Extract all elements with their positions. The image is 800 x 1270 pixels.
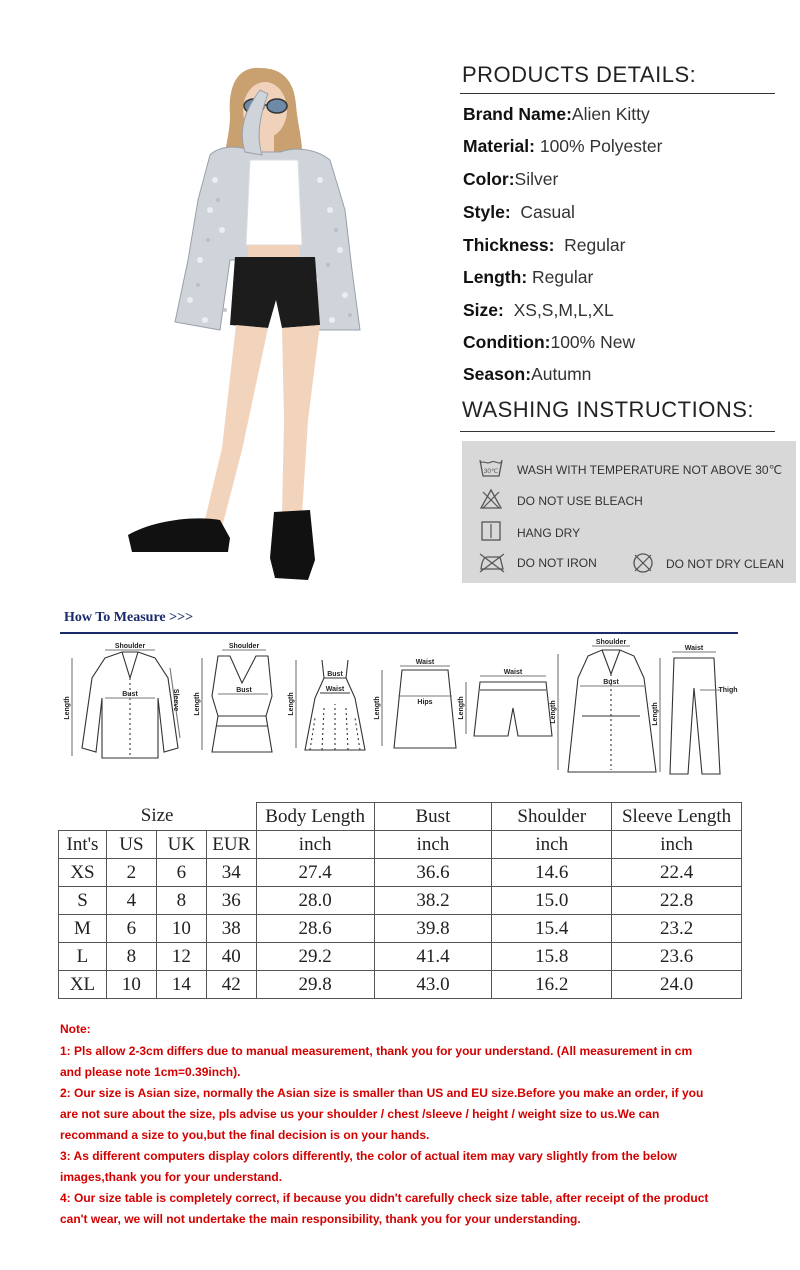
- table-cell: 12: [156, 943, 206, 971]
- table-cell: 4: [106, 887, 156, 915]
- length-label: Length: [550, 700, 557, 724]
- no-dry-clean-icon: [632, 552, 654, 574]
- detail-key: Condition:: [463, 332, 551, 352]
- table-cell: 34: [206, 859, 256, 887]
- model-photo: [70, 60, 420, 590]
- length-label: Length: [374, 696, 381, 720]
- detail-value: Casual: [520, 202, 575, 222]
- vest-diagram: [202, 650, 272, 752]
- subheader-cell: inch: [256, 831, 374, 859]
- length-label: Length: [652, 702, 659, 726]
- note-line: 2: Our size is Asian size, normally the Asian size is smaller than US and EU size.Before you make an order, if you: [60, 1086, 704, 1100]
- table-cell: XL: [59, 971, 107, 999]
- table-cell: 14.6: [492, 859, 612, 887]
- shoulder-label: Shoulder: [114, 643, 146, 650]
- product-details-title: PRODUCTS DETAILS:: [462, 62, 697, 87]
- column-header: Sleeve Length: [612, 803, 742, 831]
- table-header-row: [59, 803, 742, 831]
- detail-length: [463, 267, 593, 288]
- bust-label: Bust: [603, 679, 619, 686]
- table-cell: 15.8: [492, 943, 612, 971]
- detail-key: Thickness:: [463, 235, 555, 255]
- blouse-diagram: [72, 650, 180, 758]
- how-to-measure-title: How To Measure >>>: [64, 610, 194, 625]
- table-cell: 8: [156, 887, 206, 915]
- detail-material: [463, 136, 662, 157]
- no-iron-icon: [478, 551, 506, 573]
- subheader-cell: EUR: [206, 831, 256, 859]
- shoulder-label: Shoulder: [595, 639, 627, 646]
- table-cell: 10: [156, 915, 206, 943]
- table-cell: 41.4: [374, 943, 492, 971]
- length-label: Length: [194, 692, 201, 716]
- table-cell: 15.4: [492, 915, 612, 943]
- detail-brand: [463, 104, 650, 125]
- table-cell: 23.6: [612, 943, 742, 971]
- table-cell: 14: [156, 971, 206, 999]
- note-line: 3: As different computers display colors differently, the color of actual item may vary slightly from the below: [60, 1149, 677, 1163]
- subheader-cell: US: [106, 831, 156, 859]
- hang-dry-icon: [480, 520, 502, 542]
- shoulder-label: Shoulder: [228, 643, 260, 650]
- table-cell: 38: [206, 915, 256, 943]
- column-header: Bust: [374, 803, 492, 831]
- sleeve-label: Sleeve: [172, 688, 179, 712]
- divider: [460, 93, 775, 94]
- table-cell: 24.0: [612, 971, 742, 999]
- table-cell: 22.4: [612, 859, 742, 887]
- wash-temperature-icon: [478, 457, 504, 479]
- detail-key: Size:: [463, 300, 504, 320]
- pants-diagram: [660, 652, 720, 774]
- note-line: and please note 1cm=0.39inch).: [60, 1065, 241, 1079]
- detail-condition: [463, 332, 635, 353]
- no-bleach-label: DO NOT USE BLEACH: [517, 494, 643, 508]
- wash-label: WASH WITH TEMPERATURE NOT ABOVE 30℃: [517, 463, 783, 477]
- table-cell: 6: [106, 915, 156, 943]
- detail-thickness: [463, 235, 625, 256]
- table-cell: 8: [106, 943, 156, 971]
- wash-temperature-label: 30℃: [483, 468, 499, 475]
- divider: [460, 431, 775, 432]
- detail-color: [463, 169, 558, 190]
- table-row: [59, 915, 742, 943]
- washing-instructions-title: WASHING INSTRUCTIONS:: [462, 397, 755, 422]
- table-cell: L: [59, 943, 107, 971]
- detail-value: Regular: [532, 267, 594, 287]
- detail-season: [463, 364, 591, 385]
- detail-key: Material:: [463, 136, 535, 156]
- hang-dry-label: HANG DRY: [517, 526, 581, 540]
- length-label: Length: [458, 696, 465, 720]
- table-cell: 6: [156, 859, 206, 887]
- waist-label: Waist: [415, 659, 435, 666]
- detail-key: Brand Name:: [463, 104, 572, 124]
- table-cell: 36.6: [374, 859, 492, 887]
- subheader-cell: inch: [374, 831, 492, 859]
- table-cell: 42: [206, 971, 256, 999]
- bust-label: Bust: [236, 687, 252, 694]
- detail-style: [463, 202, 575, 223]
- subheader-cell: inch: [492, 831, 612, 859]
- detail-value: 100% Polyester: [539, 136, 663, 156]
- table-row: [59, 971, 742, 999]
- table-cell: 43.0: [374, 971, 492, 999]
- table-row: [59, 887, 742, 915]
- detail-key: Style:: [463, 202, 511, 222]
- subheader-cell: inch: [612, 831, 742, 859]
- detail-value: Silver: [514, 169, 559, 189]
- table-cell: XS: [59, 859, 107, 887]
- length-label: Length: [288, 692, 295, 716]
- hips-label: Hips: [417, 699, 433, 706]
- table-row: [59, 859, 742, 887]
- detail-key: Color:: [463, 169, 515, 189]
- detail-value: Autumn: [531, 364, 592, 384]
- washing-panel: [462, 441, 796, 583]
- detail-value: Regular: [564, 235, 626, 255]
- table-row: [59, 943, 742, 971]
- thigh-label: Thigh: [718, 687, 738, 694]
- size-table: [58, 802, 742, 999]
- note-line: are not sure about the size, pls advise us your shoulder / chest /sleeve / height / weight size to us.We can: [60, 1107, 660, 1121]
- table-cell: 16.2: [492, 971, 612, 999]
- shorts-diagram: [466, 676, 552, 736]
- detail-value: 100% New: [550, 332, 636, 352]
- no-bleach-icon: [480, 488, 502, 510]
- table-cell: 23.2: [612, 915, 742, 943]
- subheader-cell: Int's: [59, 831, 107, 859]
- table-cell: 2: [106, 859, 156, 887]
- divider: [60, 632, 738, 634]
- note-line: 1: Pls allow 2-3cm differs due to manual measurement, thank you for your understand. (All measurement in cm: [60, 1044, 693, 1058]
- table-cell: 15.0: [492, 887, 612, 915]
- table-cell: 29.8: [256, 971, 374, 999]
- table-subheader-row: [59, 831, 742, 859]
- column-header: Body Length: [256, 803, 374, 831]
- waist-label: Waist: [503, 669, 523, 676]
- measure-diagram: [60, 638, 750, 786]
- coat-diagram: [558, 646, 656, 772]
- waist-label: Waist: [325, 686, 345, 693]
- size-header: Size: [59, 803, 257, 831]
- note-line: images,thank you for your understand.: [60, 1170, 283, 1184]
- table-cell: 28.6: [256, 915, 374, 943]
- bust-label: Bust: [327, 671, 343, 678]
- waist-label: Waist: [684, 645, 704, 652]
- length-label: Length: [64, 696, 71, 720]
- detail-key: Season:: [463, 364, 532, 384]
- table-cell: 22.8: [612, 887, 742, 915]
- detail-value: XS,S,M,L,XL: [513, 300, 614, 320]
- note-line: 4: Our size table is completely correct, if because you didn't carefully check size table, after receipt of the product: [60, 1191, 709, 1205]
- detail-value: Alien Kitty: [571, 104, 650, 124]
- table-cell: 39.8: [374, 915, 492, 943]
- detail-size: [463, 300, 614, 321]
- detail-key: Length:: [463, 267, 528, 287]
- subheader-cell: UK: [156, 831, 206, 859]
- no-iron-label: DO NOT IRON: [517, 556, 597, 570]
- table-cell: M: [59, 915, 107, 943]
- note-line: recommand a size to you,but the final decision is on your hands.: [60, 1128, 430, 1142]
- column-header: Shoulder: [492, 803, 612, 831]
- note-heading: Note:: [60, 1022, 91, 1036]
- table-cell: 10: [106, 971, 156, 999]
- table-cell: S: [59, 887, 107, 915]
- no-dry-clean-label: DO NOT DRY CLEAN: [666, 557, 785, 571]
- table-cell: 27.4: [256, 859, 374, 887]
- table-cell: 40: [206, 943, 256, 971]
- bust-label: Bust: [122, 691, 138, 698]
- skirt-diagram: [382, 666, 456, 748]
- table-cell: 36: [206, 887, 256, 915]
- table-cell: 28.0: [256, 887, 374, 915]
- table-cell: 29.2: [256, 943, 374, 971]
- note-line: can't wear, we will not undertake the main responsibility, thank you for your understanding.: [60, 1212, 581, 1226]
- table-cell: 38.2: [374, 887, 492, 915]
